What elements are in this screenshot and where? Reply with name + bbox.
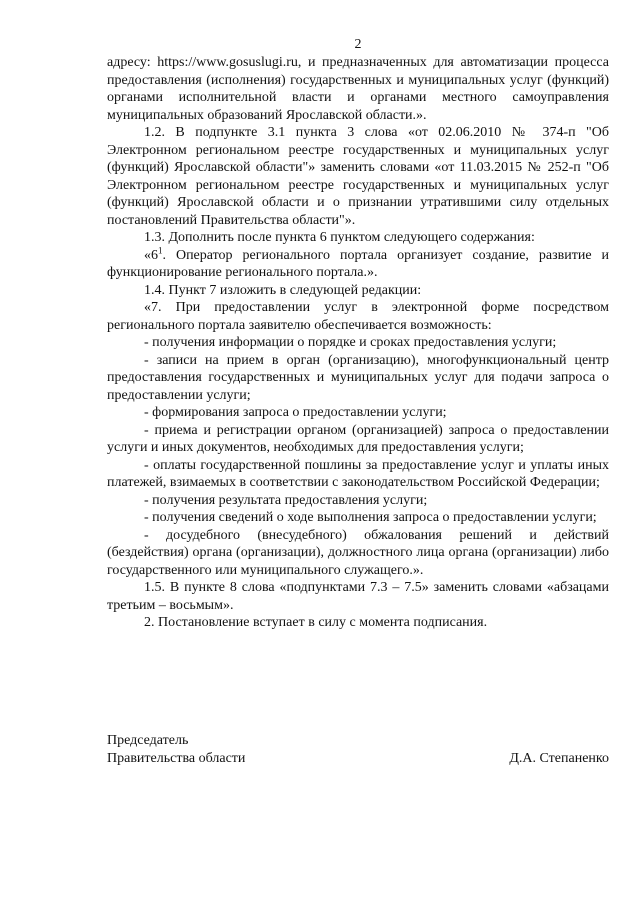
page-number: 2 xyxy=(354,37,362,52)
paragraph-1-4: 1.4. Пункт 7 изложить в следующей редакции: xyxy=(144,282,422,298)
point-6-1-text: . Оператор регионального портала организует создание, развитие и функционирование регионального портала.». xyxy=(107,247,609,280)
signatory-name: Д.А. Степаненко xyxy=(509,750,609,766)
point-6-1-prefix: «6 xyxy=(144,247,158,263)
list-item-appeal: - досудебного (внесудебного) обжалования решений и действий (бездействия) органа (организации), должностного лица органа (организации) либо государственного или муниципального служащего.». xyxy=(107,527,609,578)
paragraph-1-5: 1.5. В пункте 8 слова «подпунктами 7.3 – 7.5» заменить словами «абзацами третьим – восьмым». xyxy=(107,580,609,613)
list-item-payment: - оплаты государственной пошлины за предоставление услуг и уплаты иных платежей, взимаемых в соответствии с законодательством Российской Федерации; xyxy=(107,457,609,490)
list-item-appointment: - записи на прием в орган (организацию), многофункциональный центр предоставления государственных и муниципальных услуг для подачи запроса о предоставлении услуги; xyxy=(107,352,609,403)
paragraph-2: 2. Постановление вступает в силу с момента подписания. xyxy=(144,615,488,630)
document-page xyxy=(107,36,609,632)
list-item-registration: - приема и регистрации органом (организацией) запроса о предоставлении услуги и иных документов, необходимых для предоставления услуги; xyxy=(107,422,609,455)
list-item-request-forming: - формирования запроса о предоставлении услуги; xyxy=(144,405,447,420)
list-item-result: - получения результата предоставления услуги; xyxy=(144,492,428,508)
paragraph-1-2: 1.2. В подпункте 3.1 пункта 3 слова «от 02.06.2010 № 374-п "Об Электронном региональном реестре государственных и муниципальных услуг (функций) Ярославской области"» заменить словами «от 11.03.2015 № 252-п "Об Электронном региональном реестре государственных и муниципальных услуг (функций) Ярославской области и о признании утратившими силу отдельных постановлений Правительства области"». xyxy=(107,125,609,228)
signature-title-line1: Председатель xyxy=(107,733,189,748)
paragraph-address: адресу: https://www.gosuslugi.ru, и предназначенных для автоматизации процесса предоставления (исполнения) государственных и муниципальных услуг (функций) органами исполнительной власти и органами местного самоуправления муниципальных образований Ярославской области.». xyxy=(107,55,609,123)
paragraph-1-3: 1.3. Дополнить после пункта 6 пунктом следующего содержания: xyxy=(144,230,535,245)
signature-title-line2: Правительства области xyxy=(107,750,246,766)
point-6-1-superscript: 1 xyxy=(158,244,163,255)
signature-row xyxy=(107,750,609,768)
paragraph-point-7: «7. При предоставлении услуг в электронной форме посредством регионального портала заявителю обеспечивается возможность: xyxy=(107,300,609,333)
list-item-information: - получения информации о порядке и сроках предоставления услуги; xyxy=(144,335,557,350)
list-item-status: - получения сведений о ходе выполнения запроса о предоставлении услуги; xyxy=(144,510,597,525)
paragraph-point-6-1 xyxy=(107,244,609,282)
signature-block xyxy=(107,732,609,767)
